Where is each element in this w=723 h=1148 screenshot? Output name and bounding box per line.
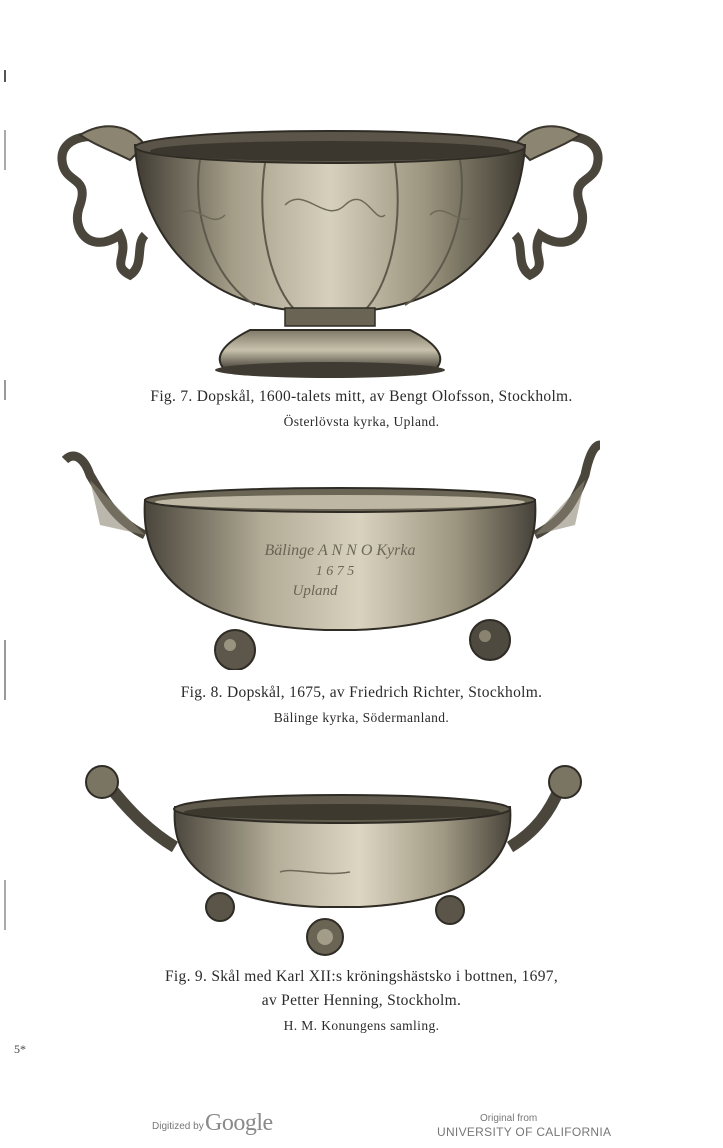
inscription-line-3: Upland: [292, 583, 338, 599]
margin-mark: [4, 880, 6, 930]
figure-9-location: H. M. Konungens samling.: [283, 1018, 440, 1033]
margin-mark: [4, 130, 6, 170]
figure-8-caption: Fig. 8. Dopskål, 1675, av Friedrich Richter, Stockholm.: [180, 684, 543, 701]
inscription-line-1: Bälinge A N N O Kyrka: [264, 542, 416, 559]
inscription-line-2: 1 6 7 5: [315, 564, 355, 579]
institution-name: UNIVERSITY OF CALIFORNIA: [437, 1125, 612, 1139]
margin-mark: [4, 70, 6, 82]
figure-7-caption: Fig. 7. Dopskål, 1600-talets mitt, av Bengt Olofsson, Stockholm.: [150, 388, 573, 405]
page-signature-mark: 5*: [14, 1042, 26, 1056]
figure-7-photo: [50, 115, 610, 385]
figure-9-caption: Fig. 9. Skål med Karl XII:s kröningshästsko i bottnen, 1697,: [165, 968, 558, 985]
figure-9-photo: [80, 762, 600, 962]
google-logo: Google: [205, 1110, 273, 1136]
original-from-label: Original from: [480, 1113, 538, 1124]
digitized-by-label: Digitized by: [152, 1121, 204, 1132]
figure-7-location: Österlövsta kyrka, Upland.: [283, 414, 440, 429]
figure-8-location: Bälinge kyrka, Södermanland.: [273, 710, 450, 725]
figure-8-photo: [55, 440, 615, 670]
figure-9-caption-line-2: av Petter Henning, Stockholm.: [261, 992, 462, 1009]
